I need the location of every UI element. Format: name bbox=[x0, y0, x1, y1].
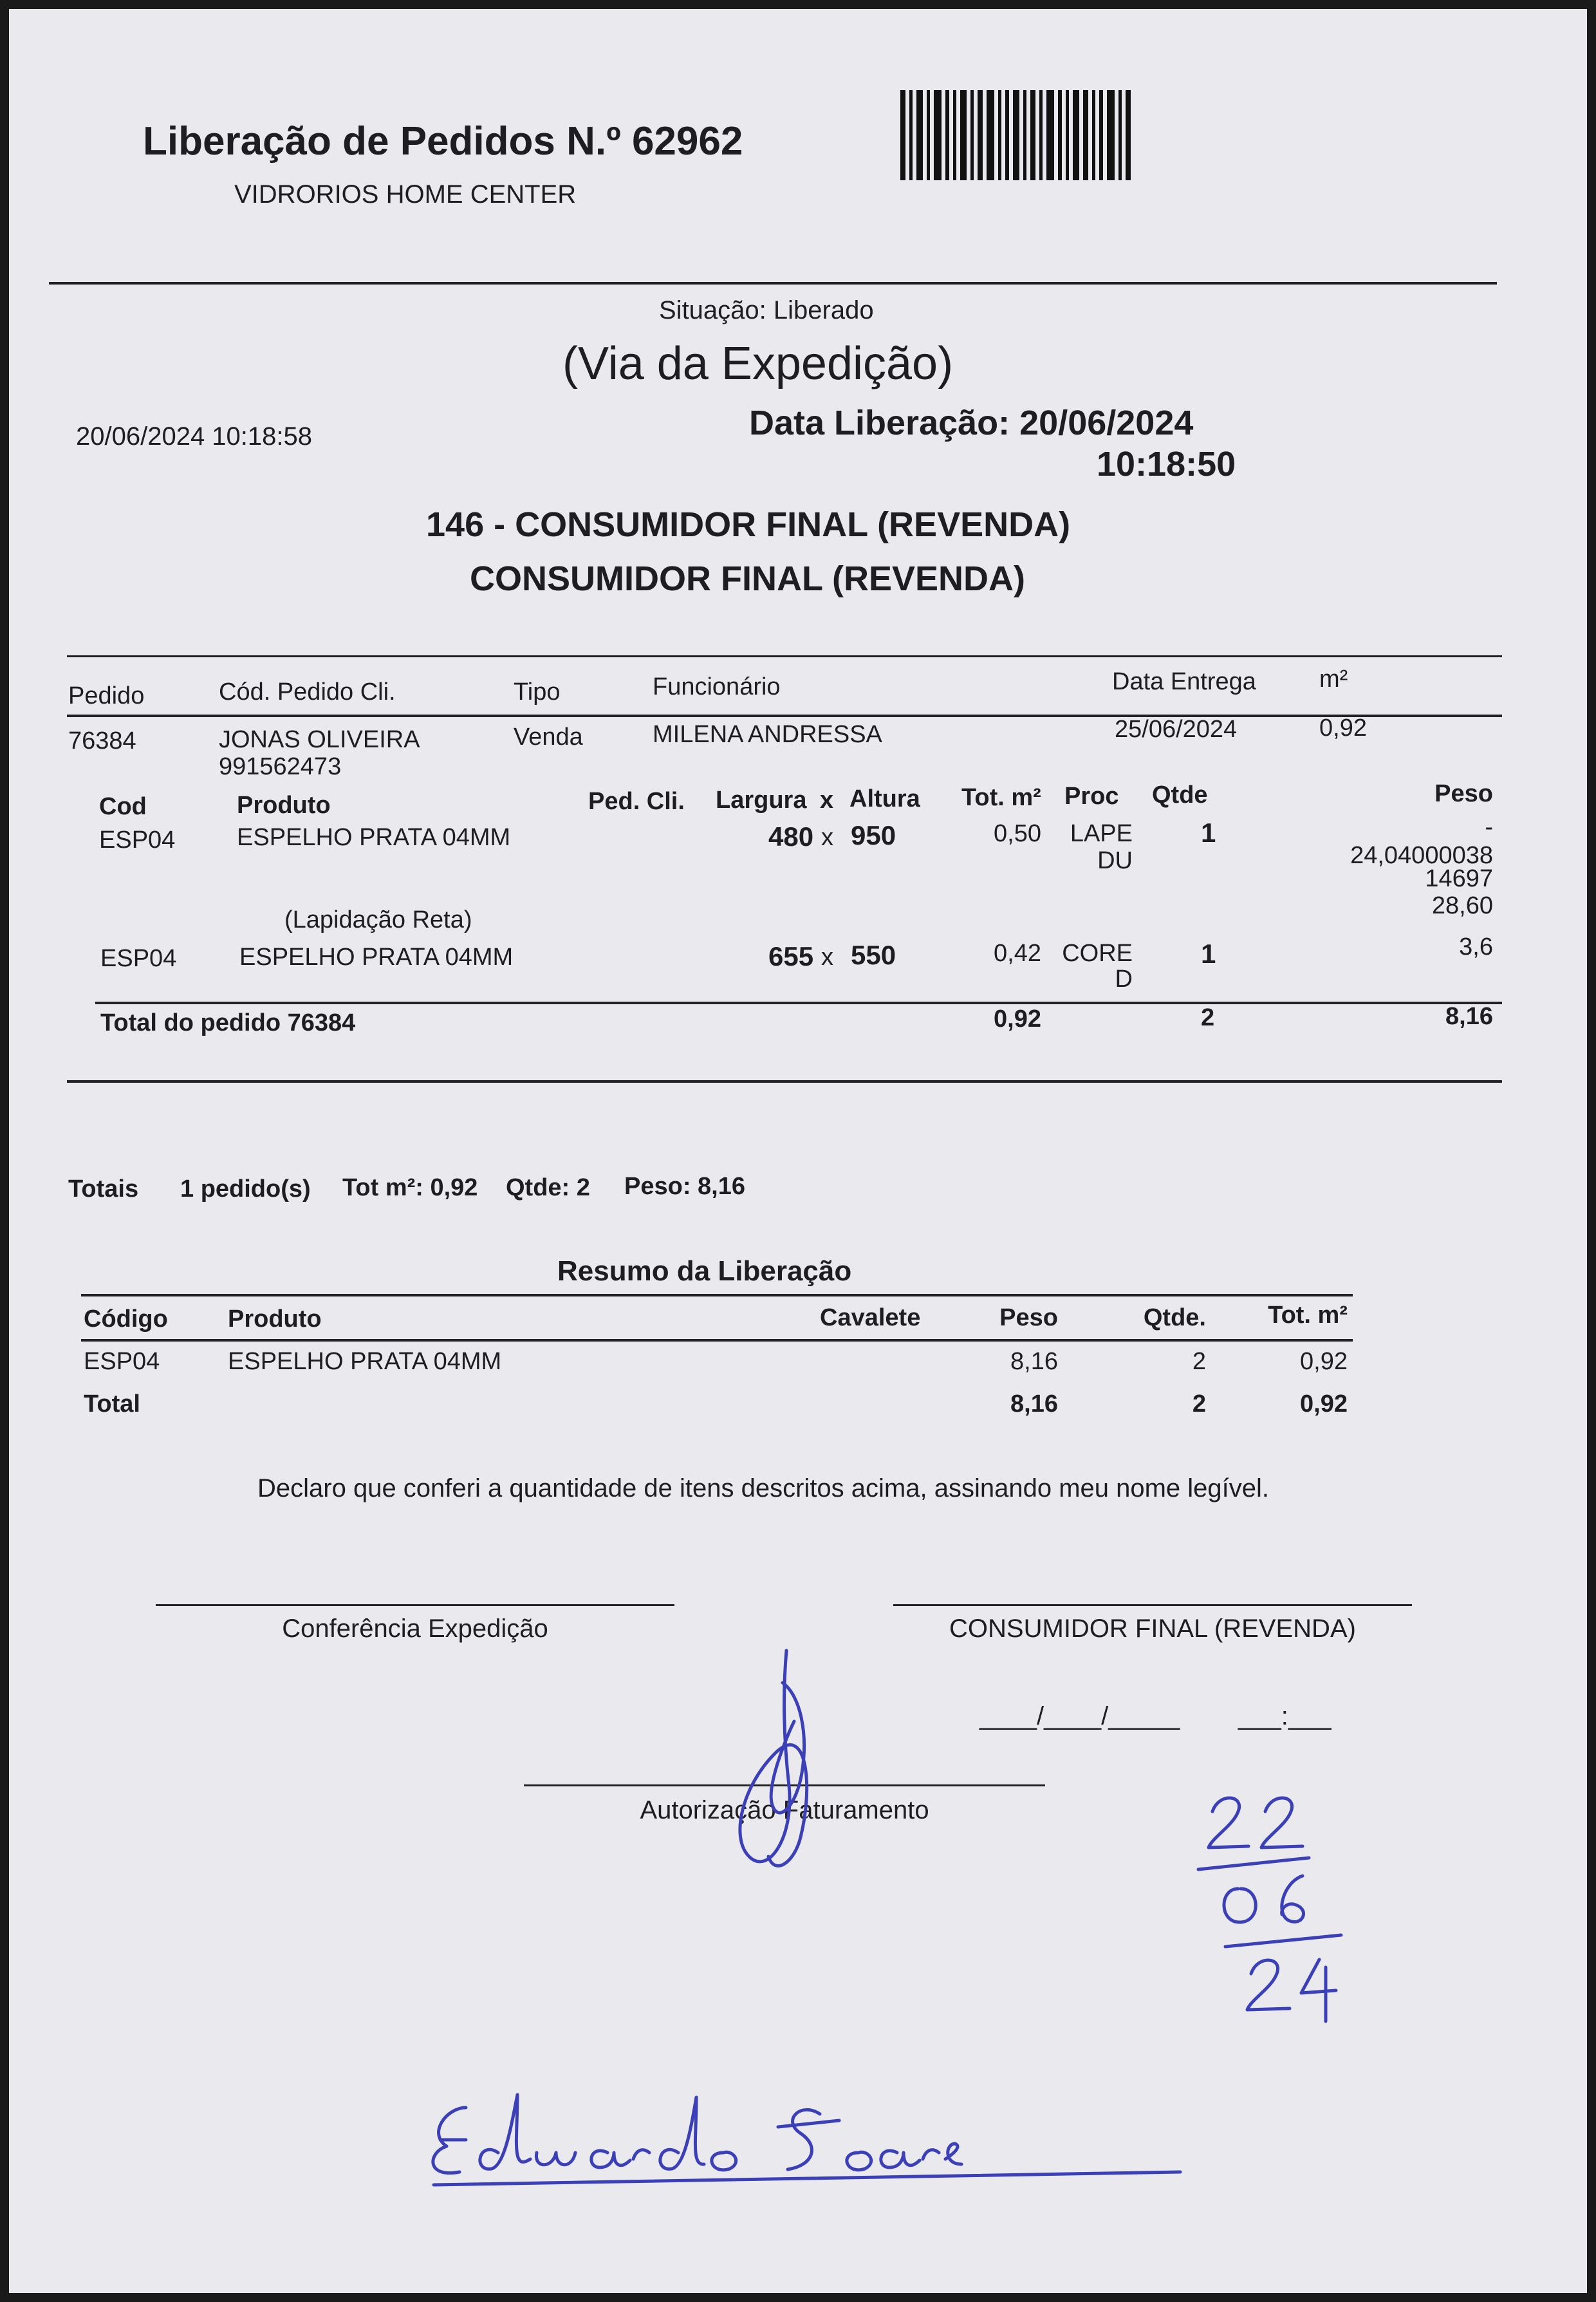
items-col-largura: Largura bbox=[716, 787, 807, 814]
items-col-produto: Produto bbox=[237, 792, 331, 819]
items-col-qtde: Qtde bbox=[1152, 781, 1208, 809]
item-2-qtde: 1 bbox=[1201, 939, 1216, 969]
autorizacao-signature bbox=[730, 1644, 833, 1889]
order-total-qtde: 2 bbox=[1201, 1004, 1215, 1031]
totais-peso: Peso: 8,16 bbox=[624, 1173, 745, 1200]
declaration-text: Declaro que conferi a quantidade de itens descritos acima, assinando meu nome legível. bbox=[257, 1474, 1270, 1502]
item-1-largura: 480 bbox=[768, 821, 814, 852]
company-name: VIDRORIOS HOME CENTER bbox=[234, 180, 577, 209]
col-funcionario: Funcionário bbox=[653, 673, 781, 700]
data-liberacao-time: 10:18:50 bbox=[1097, 445, 1236, 483]
col-pedido: Pedido bbox=[68, 682, 145, 709]
items-col-cod: Cod bbox=[99, 793, 147, 820]
order-m2: 0,92 bbox=[1319, 715, 1367, 742]
signature-line-consumidor bbox=[893, 1604, 1412, 1606]
item-1-peso-3: 14697 bbox=[1425, 865, 1493, 892]
col-data-entrega: Data Entrega bbox=[1112, 668, 1256, 695]
autorizacao-label: Autorização Faturamento bbox=[640, 1796, 929, 1824]
totais-qtde: Qtde: 2 bbox=[506, 1174, 590, 1201]
item-1-tot-m2: 0,50 bbox=[994, 820, 1041, 847]
resumo-row-peso: 8,16 bbox=[1010, 1348, 1058, 1375]
resumo-title: Resumo da Liberação bbox=[557, 1255, 852, 1287]
totais-m2: Tot m²: 0,92 bbox=[342, 1174, 478, 1201]
order-header-line bbox=[67, 715, 1502, 717]
resumo-col-qtde: Qtde. bbox=[1143, 1304, 1206, 1331]
item-1-qtde: 1 bbox=[1201, 818, 1216, 848]
col-m2: m² bbox=[1319, 666, 1348, 693]
order-pedido: 76384 bbox=[68, 727, 136, 754]
item-1-proc-1: LAPE bbox=[1070, 820, 1133, 847]
client-line-1: 146 - CONSUMIDOR FINAL (REVENDA) bbox=[426, 505, 1071, 544]
items-col-ped-cli: Ped. Cli. bbox=[588, 788, 685, 815]
signature-line-conferencia bbox=[156, 1604, 674, 1606]
item-2-proc-1: CORE bbox=[1062, 940, 1133, 967]
col-tipo: Tipo bbox=[514, 678, 561, 706]
print-datetime: 20/06/2024 10:18:58 bbox=[76, 422, 313, 451]
item-1-peso-2: 24,04000038 bbox=[1350, 842, 1493, 869]
items-col-tot-m2: Tot. m² bbox=[961, 784, 1041, 811]
header-divider bbox=[49, 282, 1497, 285]
date-placeholder: ____/____/_____ bbox=[979, 1702, 1180, 1730]
order-top-line bbox=[67, 655, 1502, 657]
totais-pedidos: 1 pedido(s) bbox=[180, 1175, 311, 1202]
item-2-cod: ESP04 bbox=[100, 945, 177, 972]
order-bottom-line bbox=[67, 1080, 1502, 1083]
resumo-row-tot-m2: 0,92 bbox=[1300, 1348, 1348, 1375]
resumo-header-line bbox=[81, 1339, 1353, 1342]
order-funcionario: MILENA ANDRESSA bbox=[653, 721, 882, 748]
items-col-proc: Proc bbox=[1064, 783, 1119, 810]
item-2-produto: ESPELHO PRATA 04MM bbox=[239, 944, 514, 971]
col-cod-pedido-cli: Cód. Pedido Cli. bbox=[219, 678, 396, 706]
client-line-2: CONSUMIDOR FINAL (REVENDA) bbox=[470, 559, 1025, 598]
resumo-top-line bbox=[81, 1294, 1353, 1296]
item-2-peso-1: 3,6 bbox=[1459, 933, 1493, 960]
order-total-label: Total do pedido 76384 bbox=[100, 1009, 356, 1036]
item-1-peso-4: 28,60 bbox=[1431, 892, 1493, 919]
resumo-total-qtde: 2 bbox=[1192, 1390, 1206, 1418]
data-liberacao: Data Liberação: 20/06/2024 bbox=[749, 404, 1194, 442]
items-col-peso: Peso bbox=[1434, 780, 1493, 807]
resumo-total-peso: 8,16 bbox=[1010, 1390, 1058, 1418]
resumo-total-label: Total bbox=[84, 1390, 140, 1418]
item-2-tot-m2: 0,42 bbox=[994, 940, 1041, 967]
item-1-altura: 950 bbox=[851, 820, 896, 850]
item-2-largura: 655 bbox=[768, 941, 814, 971]
handwritten-name-signature bbox=[421, 2088, 1193, 2191]
item-1-note: (Lapidação Reta) bbox=[284, 906, 472, 933]
order-tipo: Venda bbox=[514, 724, 583, 751]
resumo-row-codigo: ESP04 bbox=[84, 1348, 160, 1375]
order-total-peso: 8,16 bbox=[1445, 1003, 1493, 1030]
time-placeholder: ___:___ bbox=[1238, 1702, 1332, 1730]
document-title: Liberação de Pedidos N.º 62962 bbox=[143, 119, 743, 164]
items-col-x: x bbox=[820, 787, 834, 814]
resumo-row-qtde: 2 bbox=[1192, 1348, 1206, 1375]
conferencia-label: Conferência Expedição bbox=[282, 1614, 548, 1643]
consumidor-label: CONSUMIDOR FINAL (REVENDA) bbox=[949, 1614, 1356, 1643]
situacao-label: Situação: Liberado bbox=[659, 296, 874, 324]
resumo-col-peso: Peso bbox=[999, 1304, 1058, 1331]
resumo-total-tot-m2: 0,92 bbox=[1300, 1390, 1348, 1418]
resumo-col-tot-m2: Tot. m² bbox=[1268, 1302, 1348, 1329]
item-2-x: x bbox=[821, 944, 833, 971]
resumo-col-produto: Produto bbox=[228, 1305, 322, 1333]
items-col-altura: Altura bbox=[849, 785, 920, 812]
resumo-row-produto: ESPELHO PRATA 04MM bbox=[228, 1348, 502, 1375]
via-label: (Via da Expedição) bbox=[562, 338, 954, 389]
item-2-proc-2: D bbox=[1115, 966, 1133, 993]
resumo-col-cavalete: Cavalete bbox=[820, 1304, 921, 1331]
barcode bbox=[900, 90, 1164, 180]
order-client-name: JONAS OLIVEIRA bbox=[219, 726, 420, 753]
totais-label: Totais bbox=[68, 1175, 139, 1202]
item-1-x: x bbox=[821, 824, 833, 851]
order-total-m2: 0,92 bbox=[994, 1006, 1041, 1033]
item-1-cod: ESP04 bbox=[99, 827, 176, 854]
resumo-col-codigo: Código bbox=[84, 1305, 168, 1333]
order-total-line bbox=[95, 1002, 1502, 1004]
document-page bbox=[9, 9, 1587, 2293]
order-client-phone: 991562473 bbox=[219, 753, 342, 780]
item-1-produto: ESPELHO PRATA 04MM bbox=[237, 824, 511, 851]
item-1-proc-2: DU bbox=[1097, 847, 1133, 874]
handwritten-date bbox=[1193, 1786, 1348, 2030]
item-2-altura: 550 bbox=[851, 940, 896, 970]
order-data-entrega: 25/06/2024 bbox=[1115, 716, 1238, 743]
item-1-peso-1: - bbox=[1485, 814, 1493, 841]
